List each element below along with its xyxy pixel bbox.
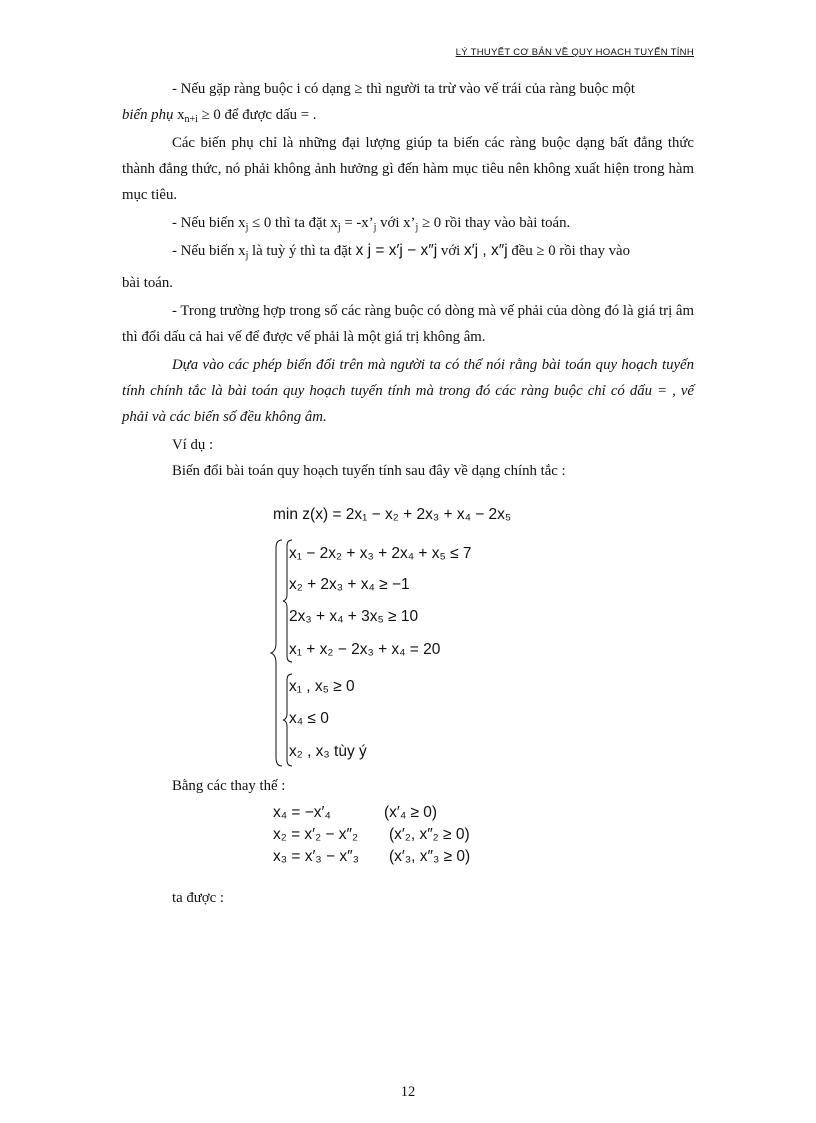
- constraint-row: x₂ + 2x₃ + x₄ ≥ −1: [289, 576, 410, 593]
- sign-condition-row: x₁ , x₅ ≥ 0: [289, 678, 355, 695]
- page-number: 12: [400, 1084, 416, 1100]
- example-label: Ví dụ :: [172, 437, 214, 453]
- result-label: ta được :: [172, 890, 224, 906]
- inline-equation: x j = x′j − x″j: [355, 242, 438, 259]
- inline-variables: x′j , x″j: [463, 242, 508, 259]
- substitution-row: x₂ = x′₂ − x″₂ (x′₂, x″₂ ≥ 0): [273, 826, 470, 843]
- body-text: [122, 76, 694, 484]
- substitution-row: x₄ = −x′₄ (x′₄ ≥ 0): [273, 804, 438, 821]
- substitution-label: Bằng các thay thế :: [172, 778, 286, 794]
- substitution-list: [273, 804, 471, 870]
- paragraph-free-variable: - Nếu biến $x_j$ là tuỳ ý thì ta đặt x j = x′j − x″j với x′j , x″j đều ≥ 0 rồi thay vào: [172, 242, 631, 261]
- constraint-row: x₁ + x₂ − 2x₃ + x₄ = 20: [289, 641, 441, 658]
- paragraph-canonical-definition: Dựa vào các phép biến đổi trên mà người ta có thể nói rằng bài toán quy hoạch tuyến tính chính tắc là bài toán quy hoạch tuyến tính mà trong đó các ràng buộc chỉ có dấu = , vế phải và các biến số đều không âm.: [122, 357, 694, 425]
- objective-function: min z(x) = 2x₁ − x₂ + 2x₃ + x₄ − 2x₅: [273, 506, 512, 523]
- sign-condition-row: x₄ ≤ 0: [289, 710, 329, 727]
- paragraph-slack-variable: - Nếu gặp ràng buộc i có dạng ≥ thì người ta trừ vào vế trái của ràng buộc một: [172, 81, 636, 97]
- paragraph-free-variable-cont: bài toán.: [122, 275, 173, 291]
- constraint-row: 2x₃ + x₄ + 3x₅ ≥ 10: [289, 608, 419, 625]
- paragraph-nonpositive-variable: - Nếu biến $x_j \le 0$ thì ta đặt $x_j$ = $-x’_j$ với $x’_j \ge 0$ rồi thay vào bài toán.: [172, 215, 571, 233]
- running-header: LÝ THUYẾT CƠ BẢN VỀ QUY HOẠCH TUYẾN TÍNH: [455, 47, 694, 58]
- constraint-row: x₁ − 2x₂ + x₃ + 2x₄ + x₅ ≤ 7: [289, 545, 472, 562]
- paragraph-negative-rhs: - Trong trường hợp trong số các ràng buộc có dòng mà vế phải của dòng đó là giá trị âm thì đổi dấu cả hai vế để được vế phải là một giá trị không âm.: [122, 303, 694, 345]
- substitution-row: x₃ = x′₃ − x″₃ (x′₃, x″₃ ≥ 0): [273, 848, 471, 865]
- paragraph-slack-variable-cont: biến phụ $x_{n+i} \ge 0$ để được dấu = .: [122, 107, 317, 125]
- sign-condition-row: x₂ , x₃ tùy ý: [289, 743, 367, 760]
- paragraph-slack-explanation: Các biến phụ chỉ là những đại lượng giúp ta biến các ràng buộc dạng bất đẳng thức thành đẳng thức, nó phải không ảnh hưởng gì đến hàm mục tiêu nên không xuất hiện trong hàm mục tiêu.: [122, 135, 694, 203]
- example-intro: Biến đổi bài toán quy hoạch tuyến tính sau đây về dạng chính tắc :: [172, 463, 566, 479]
